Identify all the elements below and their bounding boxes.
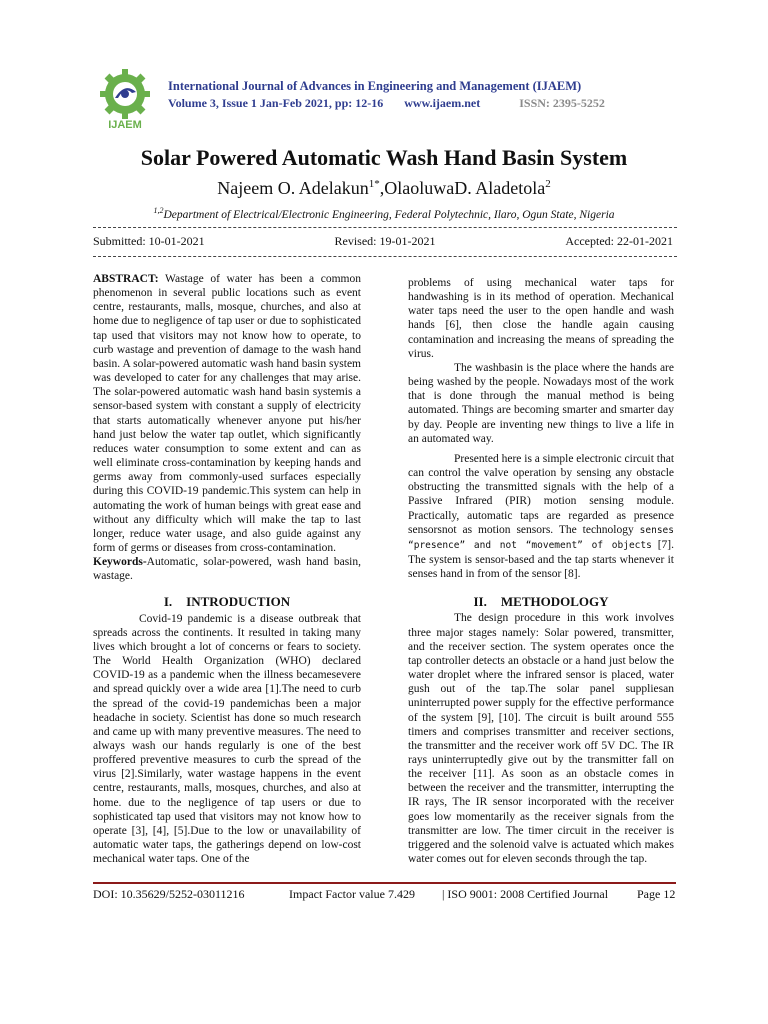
circuit-paragraph-a: Presented here is a simple electronic circuit that can control the valve operation by sensing any obstacle obstructing the transmitted signals with the help of a Passive Infrared (PIR) motion sensing module. Practically, automatic taps are regarded as presence sensorsnot as motion sensors. The technology [408,452,675,536]
affiliation-sup: 1,2 [153,206,164,215]
introduction-continued: problems of using mechanical water taps for handwashing is in its method of operation. Mechanical water taps need the user to the open handle and wash hands [6], then close the handle again causing contamination and increasing the means of spreading the virus. [408,277,674,360]
section-number: I. [163,594,173,610]
author-2: ,OlaoluwaD. Aladetola [379,178,546,198]
accepted-date: Accepted: 22-01-2021 [565,234,673,248]
divider-top [93,227,677,228]
volume-info: Volume 3, Issue 1 Jan-Feb 2021, pp: 12-16 [168,96,384,110]
footer-rule [93,882,676,884]
journal-website-link[interactable]: www.ijaem.net [404,96,481,110]
journal-logo [90,66,160,130]
journal-name: International Journal of Advances in Engineering and Management (IJAEM) [168,79,582,93]
abstract-text: Wastage of water has been a common phenomenon in several public locations such as event centre, restaurants, malls, mosque, churches, and also at home due to negligence of tap user or due to sophisticated tap used that visitors may not know how to operate, to curb wastage and prevention of damage to the wash hand basin. A solar-powered automatic wash hand basin system was developed to cater for any challenges that may arise. The solar-powered automatic wash hand basin systemis a sensor-based system with constant a supply of electricity that starts automatically whenever anyone put his/her hand just below the water tap outlet, which significantly reduces water consumption to some extent and can as well eliminate cross-contamination by keeping hands and germs away from commonly-used surfaces especially during this COVID-19 pandemic.This system can help in automating the work of human beings with great ease and without any difficulty which will make the tap to last longer, reduce water usage, and also guide against any form of germs or diseases from cross-contamination. [93,273,361,554]
author-1-sup: 1* [368,178,380,190]
logo-text: IJAEM [108,119,142,130]
paper-title: Solar Powered Automatic Wash Hand Basin System [140,145,628,170]
affiliation [0,206,768,221]
methodology-paragraph: The design procedure in this work involves three major stages namely: Solar powered, transmitter, and the receiver section. The system operates once the tap controller detects an obstacle or a hand just below the water droplet where the infrared sensor is placed, water gush out of the tap.The solar panel suppliesan uninterrupted power supply for the effective performance of the system [9], [10]. The circuit is built around 555 timers and comprises transmitter and receiver sections, the transmitter and the receiver work off 5V DC. The IR rays uninterruptedly give out by the transmitter fall on the receiver [11]. As soon as an obstacle comes in between the receiver and the transmitter, interrupting the IR rays, The IR sensor incorporated with the receiver goes low momentarily as the receiver signals from the transmitter are low. The timer circuit in the receiver is triggered and the solenoid valve is actuated which makes water comes out for eleven seconds through the tap. [408,612,674,866]
footer-impact: Impact Factor value 7.429 [289,887,415,901]
keywords-text: Automatic, solar-powered, wash hand basin, wastage. [93,556,361,583]
author-2-sup: 2 [545,178,551,190]
paper-authors [0,178,768,199]
section-title: INTRODUCTION [186,594,291,610]
gear-icon [90,66,160,130]
submitted-date: Submitted: 10-01-2021 [93,234,205,248]
footer-doi: DOI: 10.35629/5252-03011216 [93,887,245,901]
footer-iso: | ISO 9001: 2008 Certified Journal [442,887,609,901]
date-row [93,234,673,249]
abstract-label: ABSTRACT: [93,273,159,285]
keywords [93,555,361,583]
left-column [93,272,361,866]
author-1: Najeem O. Adelakun [217,178,369,198]
revised-date: Revised: 19-01-2021 [334,234,436,248]
page-footer [93,887,675,902]
section-heading-introduction [93,595,361,609]
washbasin-paragraph: The washbasin is the place where the hands are being washed by the people. Nowadays most of the work that is done through the manual method is being automated. Things are becoming smarter and smarter day by day. People are inventing new things to live a life in an automated way. [408,361,674,445]
right-column [408,276,674,866]
footer-page: Page 12 [637,887,676,901]
circuit-paragraph-mono: senses “presence” and not “movement” of objects [408,524,674,551]
circuit-paragraph-b: [7]. The system is sensor-based and the tap starts whenever it senses hand in from of the sensor [8]. [408,538,674,581]
section-number: II. [473,594,487,610]
issn: ISSN: 2395-5252 [519,96,605,110]
section-title: METHODOLOGY [500,594,609,610]
divider-bottom [93,256,677,257]
introduction-paragraph: Covid-19 pandemic is a disease outbreak that spreads across the continents. It resulted in taking many lives which brought a lot of concerns or fears to society. The World Health Organization (WHO) declared COVID-19 as a pandemic when the illness becamesevere and spread quickly over a wide area [1].The need to curb the spread of the covid-19 pandemichas been a major headache in society. Scientist has done so much research and came up with many preventive measures. The need to always wash our hands regularly is one of the best proffered preventive measures to curb the spread of the virus [2].Similarly, water wastage happens in the event centre, restaurants, malls, mosques, churches, and also at home. due to the negligence of tap users or due to sophisticated tap used that visitors may not know how to operate [3], [4], [5].Due to the low or unavailability of automatic water taps, the gatherings depend on low-cost mechanical water taps. One of the [93,612,361,866]
journal-meta [168,96,605,111]
affiliation-text: Department of Electrical/Electronic Engineering, Federal Polytechnic, Ilaro, Ogun State, Nigeria [163,208,615,221]
section-heading-methodology [408,595,674,609]
abstract [93,272,361,555]
circuit-paragraph [408,452,674,581]
keywords-label: Keywords- [93,556,147,569]
